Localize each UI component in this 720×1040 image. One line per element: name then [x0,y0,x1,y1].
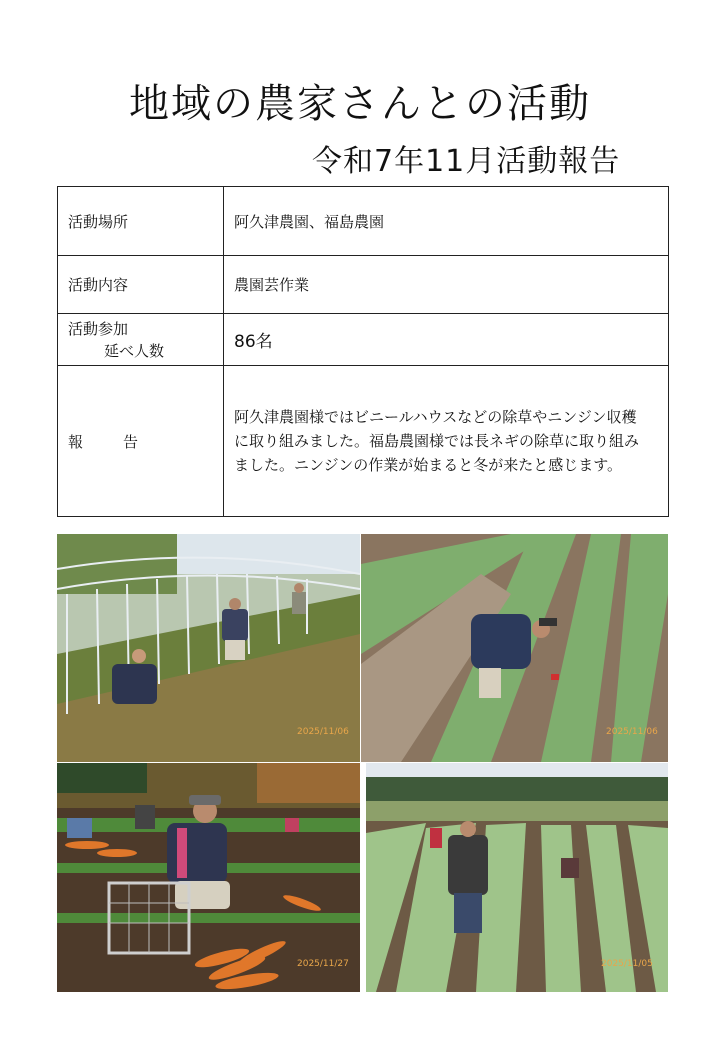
report-label-cell [58,366,224,517]
participants-label [58,314,224,366]
photo-carrot-harvest [57,763,360,992]
photo-greenhouse-weeding [57,534,360,762]
photo4-date: 2025/11/05 [601,959,653,969]
location-value: 阿久津農園、福島農園 [224,187,669,256]
report-line-2: に取り組みました。福島農園様では長ネギの除草に取り組み [234,432,640,450]
photo-green-onion-field [366,763,668,992]
page-subtitle: 令和7年11月活動報告 [312,144,621,179]
participants-label-line2: 延べ人数 [104,341,165,360]
table-row [58,366,669,517]
page-title: 地域の農家さんとの活動 [129,81,591,127]
report-line-1: 阿久津農園様ではビニールハウスなどの除草やニンジン収穫 [234,408,637,426]
activity-table [57,186,669,517]
table-row [58,314,669,366]
photo-onion-weeding [361,534,668,762]
table-row [58,256,669,314]
report-label: 報告 [68,432,179,451]
location-label: 活動場所 [58,187,224,256]
content-value: 農園芸作業 [224,256,669,314]
photo1-date: 2025/11/06 [297,727,349,737]
participants-value: 86名 [224,314,669,366]
photo3-date: 2025/11/27 [297,959,349,969]
participants-label-line1: 活動参加 [68,319,129,338]
table-row [58,187,669,256]
content-label: 活動内容 [58,256,224,314]
photo2-date: 2025/11/06 [606,727,658,737]
report-text [224,366,669,517]
report-line-3: ました。ニンジンの作業が始まると冬が来たと感じます。 [234,456,623,474]
photo-grid [57,534,668,992]
